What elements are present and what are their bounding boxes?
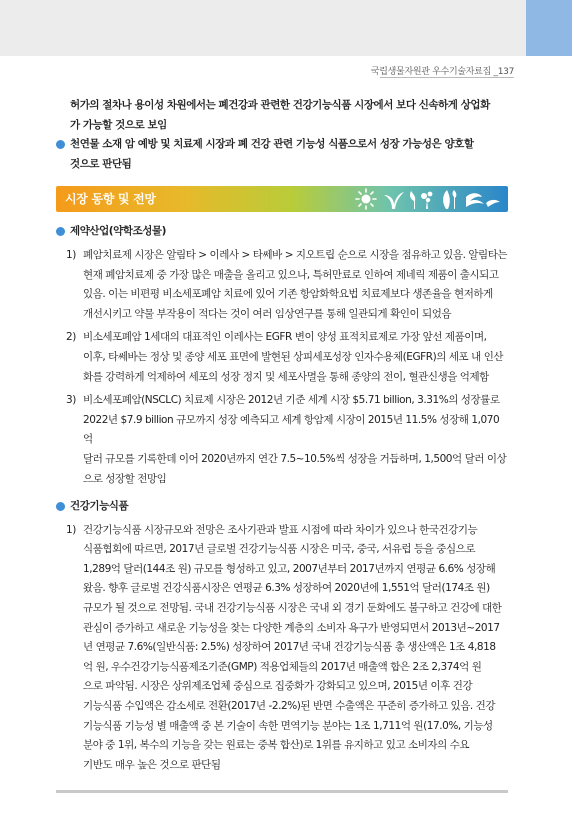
item-line: 개선시키고 약물 부작용이 적다는 것이 여러 임상연구를 통해 일관되게 확인이 되었음 bbox=[83, 307, 452, 320]
item-number: 1) bbox=[66, 523, 76, 536]
item-line: 이후, 타쎄바는 정상 및 종양 세포 표면에 발현된 상피세포성장 인자수용체(EGFR)의 세포 내 인산 bbox=[83, 350, 504, 363]
item-line: 달러 규모를 기록한데 이어 2020년까지 연간 7.5~10.5%씩 성장을 거듭하며, 1,500억 달러 이상 bbox=[83, 452, 507, 465]
item-line: 비소세포폐암 1세대의 대표적인 이레사는 EGFR 변이 양성 표적치료제로 가장 앞선 제품이며, bbox=[83, 331, 487, 344]
health-heading: 건강기능식품 bbox=[70, 500, 129, 513]
item-line: 관심이 증가하고 새로운 기능성을 찾는 다양한 계층의 소비자 욕구가 반영되면서 2013년~2017 bbox=[83, 621, 500, 634]
intro-line: 허가의 절차나 용이성 차원에서는 폐건강과 관련한 건강기능식품 시장에서 보다 신속하게 상업화 bbox=[70, 99, 490, 111]
item-line: 기능식품 기능성 별 매출액 중 본 기술이 속한 면역기능 분야는 1조 1,711억 원(17.0%, 기능성 bbox=[83, 719, 493, 732]
item-line: 1,289억 달러(144조 원) 규모를 형성하고 있고, 2007년부터 2017년까지 연평균 6.6% 성장해 bbox=[83, 562, 496, 575]
item-line: 분야 중 1위, 복수의 기능을 갖는 원료는 중복 합산)로 1위를 유지하고 있고 소비자의 수요 bbox=[83, 739, 470, 752]
item-line: 폐암치료제 시장은 알림타 > 이레사 > 타쎄바 > 지오트립 순으로 시장을 점유하고 있음. 알림타는 bbox=[83, 248, 508, 261]
item-line: 으로 파악됨. 시장은 상위제조업체 중심으로 집중화가 강화되고 있으며, 2015년 이후 건강 bbox=[83, 680, 473, 693]
intro-paragraph bbox=[56, 96, 508, 135]
conclusion-bullet bbox=[56, 135, 508, 174]
conclusion-line: 천연물 소재 암 예방 및 치료제 시장과 폐 건강 관련 기능성 식품으로서 성장 가능성은 양호할 bbox=[70, 138, 474, 151]
header-divider bbox=[380, 77, 514, 78]
bullet-dot-icon bbox=[56, 227, 65, 236]
list-item bbox=[56, 391, 508, 489]
sprout-icon bbox=[384, 192, 404, 209]
item-line: 현재 폐암치료제 중 가장 많은 매출을 올리고 있으나, 특허만료로 인하여 제네릭 제품이 출시되고 bbox=[83, 268, 499, 281]
item-line: 화를 강력하게 억제하여 세포의 성장 정지 및 세포사멸을 통해 종양의 전이, 혈관신생을 억제함 bbox=[83, 370, 489, 383]
leaf-icon bbox=[443, 190, 450, 209]
item-line: 비소세포폐암(NSCLC) 치료제 시장은 2012년 기준 세계 시장 $5.71 billion, 3.31%의 성장률로 bbox=[83, 394, 500, 407]
list-item bbox=[56, 521, 508, 776]
bullet-dot-icon bbox=[56, 502, 65, 511]
item-number: 1) bbox=[66, 248, 76, 261]
item-line: 억 원, 우수건강기능식품제조기준(GMP) 적용업체들의 2017년 매출액 합은 2조 2,374억 원 bbox=[83, 660, 482, 673]
item-line: 규모가 될 것으로 전망됨. 국내 건강기능식품 시장은 국내 외 경기 둔화에도 불구하고 건강에 대한 bbox=[83, 602, 502, 615]
document-body bbox=[56, 96, 508, 775]
page-corner-tab bbox=[526, 0, 572, 56]
bird-icon bbox=[466, 194, 484, 208]
section-header-bar bbox=[56, 186, 508, 212]
health-heading-row bbox=[56, 497, 508, 517]
item-line: 2022년 $7.9 billion 규모까지 성장 예측되고 세계 항암제 시장이 2015년 11.5% 성장해 1,070억 bbox=[83, 413, 500, 446]
top-header-band bbox=[0, 0, 572, 56]
pharma-heading: 제약산업(약학조성물) bbox=[70, 225, 166, 238]
sun-icon bbox=[362, 195, 371, 204]
item-line: 식품협회에 따르면, 2017년 글로벌 건강기능식품 시장은 미국, 중국, 서유럽 등을 중심으로 bbox=[83, 543, 476, 556]
item-line: 건강기능식품 시장규모와 전망은 조사기관과 발표 시점에 따라 차이가 있으나 한국건강기능 bbox=[83, 523, 478, 536]
item-line: 년 연평균 7.6%(일반식품: 2.5%) 성장하여 2017년 국내 건강기능식품 총 생산액은 1조 4,818 bbox=[83, 641, 496, 654]
pharma-heading-row bbox=[56, 222, 508, 242]
item-line: 있음. 이는 비편평 비소세포폐암 치료에 있어 기존 항암화학요법 치료제보다 생존율을 현저하게 bbox=[83, 288, 493, 301]
item-line: 왔음. 향후 글로벌 건강식품시장은 연평균 6.3% 성장하여 2020년에 1,551억 달러(174조 원) bbox=[83, 582, 490, 595]
section-title: 시장 동향 및 전망 bbox=[65, 192, 156, 207]
item-number: 3) bbox=[66, 394, 76, 407]
footer-divider bbox=[56, 790, 508, 793]
running-header: 국립생물자원관 우수기술자료집 _137 bbox=[370, 67, 514, 77]
item-number: 2) bbox=[66, 331, 76, 344]
list-item bbox=[56, 328, 508, 387]
bullet-dot-icon bbox=[56, 140, 65, 149]
item-line: 으로 성장할 전망임 bbox=[83, 472, 167, 485]
item-line: 기반도 매우 높은 것으로 판단됨 bbox=[83, 758, 221, 771]
intro-line: 가 가능할 것으로 보임 bbox=[70, 118, 167, 131]
nature-decoration-icon bbox=[354, 187, 504, 211]
item-line: 기능식품 수입액은 감소세로 전환(2017년 -2.2%)된 반면 수출액은 꾸준히 증가하고 있음. 건강 bbox=[83, 700, 496, 713]
conclusion-line: 것으로 판단됨 bbox=[70, 157, 132, 170]
list-item bbox=[56, 246, 508, 324]
